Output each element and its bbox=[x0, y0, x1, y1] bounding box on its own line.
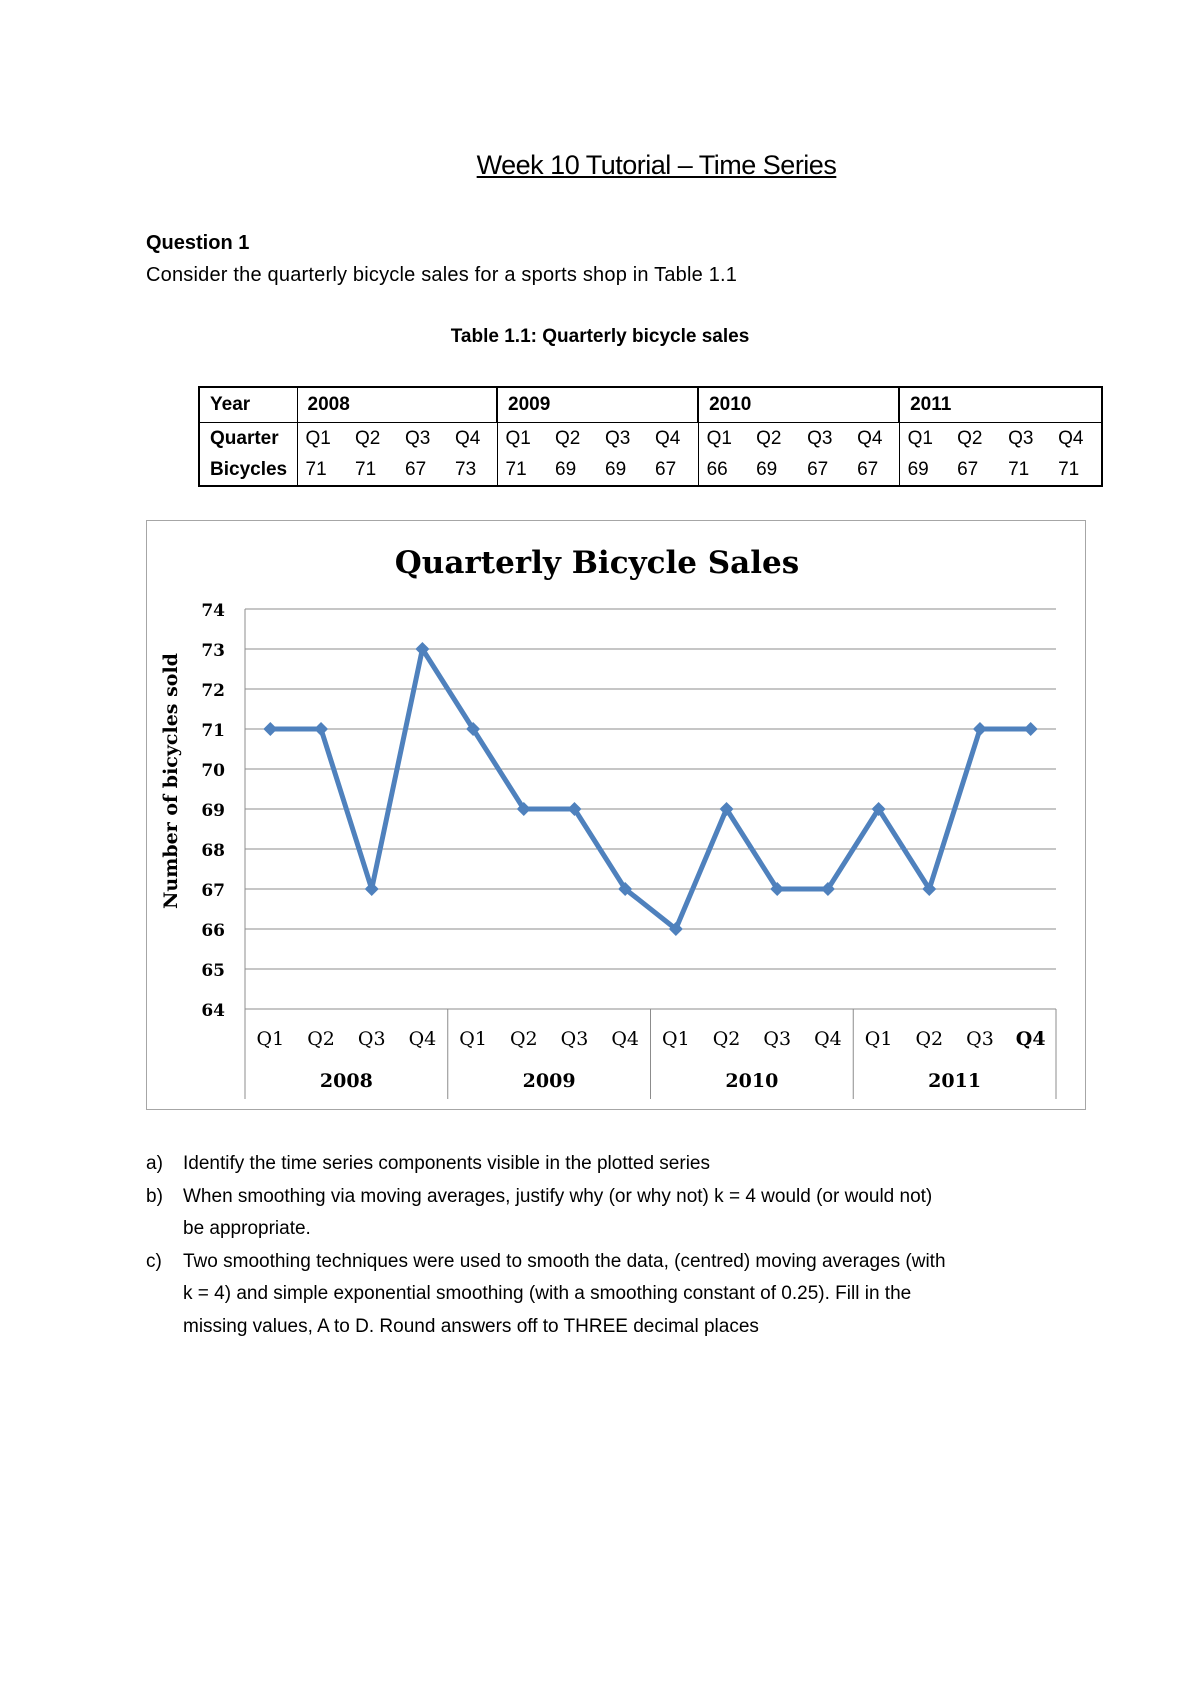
bicycles-cell: 66 bbox=[698, 454, 748, 486]
quarter-row bbox=[199, 423, 1102, 455]
bicycles-cell: 71 bbox=[1050, 454, 1102, 486]
x-tick-label: Q3 bbox=[357, 1028, 386, 1050]
group-label: 2008 bbox=[319, 1070, 373, 1092]
x-tick-label: Q4 bbox=[408, 1028, 437, 1050]
group-label: 2009 bbox=[522, 1070, 576, 1092]
bicycles-cell: 67 bbox=[799, 454, 849, 486]
quarter-cell: Q4 bbox=[857, 427, 883, 449]
bicycle-sales-table bbox=[198, 386, 1103, 487]
task-text: Two smoothing techniques were used to smooth the data, (centred) moving averages (with k = 4) and simple exponential smoothing (with a smoothing constant of 0.25). Fill in the missing values, A to D. Round answers off to THREE decimal places bbox=[183, 1250, 946, 1337]
quarter-cell: Q2 bbox=[756, 427, 782, 449]
group-label: 2011 bbox=[928, 1070, 982, 1092]
bicycles-cell: 69 bbox=[597, 454, 647, 486]
group-label: 2010 bbox=[725, 1070, 779, 1092]
task-list bbox=[146, 1148, 946, 1343]
page-title: Week 10 Tutorial – Time Series bbox=[476, 150, 837, 180]
task-marker: c) bbox=[146, 1250, 162, 1272]
x-tick-label: Q2 bbox=[915, 1028, 944, 1050]
x-tick-label: Q4 bbox=[611, 1028, 639, 1050]
series-line bbox=[270, 649, 1030, 929]
quarter-cell: Q2 bbox=[957, 427, 983, 449]
grid-lines bbox=[245, 609, 1056, 969]
quarter-cell: Q4 bbox=[455, 427, 481, 449]
bicycles-cell: 71 bbox=[497, 454, 547, 486]
data-point bbox=[1024, 722, 1038, 736]
y-tick-label: 70 bbox=[201, 761, 225, 781]
year-cell: 2008 bbox=[297, 387, 497, 423]
question-intro: Consider the quarterly bicycle sales for a sports shop in Table 1.1 bbox=[146, 264, 738, 286]
data-point bbox=[973, 722, 987, 736]
x-tick-label: Q1 bbox=[662, 1028, 690, 1050]
quarter-cell: Q3 bbox=[405, 427, 431, 449]
y-tick-label: 73 bbox=[201, 641, 225, 661]
task-item bbox=[146, 1181, 946, 1246]
line-chart bbox=[147, 521, 1085, 1109]
y-tick-label: 67 bbox=[201, 881, 225, 901]
bicycles-row bbox=[199, 454, 1102, 486]
task-item bbox=[146, 1148, 946, 1181]
y-tick-label: 72 bbox=[201, 681, 225, 701]
y-axis-label: Number of bicycles sold bbox=[160, 653, 182, 909]
question-heading: Question 1 bbox=[146, 232, 250, 254]
bicycles-header: Bicycles bbox=[199, 454, 297, 486]
year-cell: 2010 bbox=[698, 387, 899, 423]
task-text: Identify the time series components visible in the plotted series bbox=[183, 1153, 710, 1174]
bicycles-cell: 71 bbox=[297, 454, 347, 486]
quarter-cell: Q1 bbox=[305, 427, 331, 449]
series-bicycles bbox=[263, 642, 1037, 936]
task-text: When smoothing via moving averages, justify why (or why not) k = 4 would (or would not) be appropriate. bbox=[183, 1185, 933, 1239]
y-tick-label: 71 bbox=[201, 721, 225, 741]
y-tick-label: 69 bbox=[201, 801, 225, 821]
chart-title: Quarterly Bicycle Sales bbox=[394, 545, 800, 581]
y-tick-label: 64 bbox=[201, 1001, 225, 1021]
year-row bbox=[199, 387, 1102, 423]
quarter-cell: Q3 bbox=[1008, 427, 1034, 449]
bicycles-cell: 69 bbox=[748, 454, 799, 486]
quarter-cell: Q1 bbox=[899, 423, 949, 455]
year-cell: 2009 bbox=[497, 387, 698, 423]
bicycles-cell: 67 bbox=[949, 454, 1000, 486]
bicycles-cell: 71 bbox=[347, 454, 397, 486]
x-tick-label: Q4 bbox=[814, 1028, 842, 1050]
quarter-cell: Q1 bbox=[698, 423, 748, 455]
data-point bbox=[365, 882, 379, 896]
bicycles-cell: 67 bbox=[647, 454, 698, 486]
quarter-cell: Q4 bbox=[655, 427, 681, 449]
bicycles-cell: 67 bbox=[397, 454, 447, 486]
x-tick-labels bbox=[257, 1028, 1046, 1092]
data-point bbox=[263, 722, 277, 736]
bicycles-cell: 71 bbox=[1000, 454, 1050, 486]
year-cell: 2011 bbox=[899, 387, 1102, 423]
quarter-cell: Q3 bbox=[807, 427, 833, 449]
x-tick-label: Q2 bbox=[307, 1028, 335, 1050]
x-tick-label: Q2 bbox=[509, 1028, 538, 1050]
y-tick-label: 68 bbox=[201, 841, 225, 861]
x-tick-label: Q3 bbox=[763, 1028, 792, 1050]
x-tick-label: Q4 bbox=[1015, 1028, 1046, 1050]
bicycles-cell: 69 bbox=[547, 454, 597, 486]
x-tick-label: Q1 bbox=[256, 1028, 285, 1050]
quarter-cell: Q4 bbox=[1050, 423, 1102, 455]
x-tick-label: Q3 bbox=[966, 1028, 994, 1050]
task-marker: a) bbox=[146, 1153, 163, 1174]
bicycles-cell: 69 bbox=[899, 454, 949, 486]
x-tick-label: Q2 bbox=[712, 1028, 741, 1050]
x-tick-label: Q3 bbox=[560, 1028, 589, 1050]
y-tick-label: 74 bbox=[201, 601, 225, 621]
y-tick-label: 66 bbox=[201, 921, 225, 941]
y-tick-label: 65 bbox=[201, 961, 225, 981]
table-caption: Table 1.1: Quarterly bicycle sales bbox=[450, 326, 750, 347]
axes bbox=[245, 609, 1056, 1099]
task-marker: b) bbox=[146, 1185, 163, 1207]
year-header: Year bbox=[199, 387, 297, 423]
quarter-header: Quarter bbox=[199, 423, 297, 455]
chart-frame bbox=[146, 520, 1086, 1110]
quarter-cell: Q1 bbox=[497, 423, 547, 455]
bicycles-cell: 73 bbox=[447, 454, 497, 486]
task-item bbox=[146, 1246, 946, 1344]
bicycles-cell: 67 bbox=[849, 454, 899, 486]
quarter-cell: Q2 bbox=[555, 427, 581, 449]
x-tick-label: Q1 bbox=[459, 1028, 487, 1050]
data-point bbox=[314, 722, 328, 736]
quarter-cell: Q3 bbox=[605, 427, 631, 449]
y-tick-labels bbox=[201, 601, 225, 1021]
quarter-cell: Q2 bbox=[355, 427, 381, 449]
x-tick-label: Q1 bbox=[864, 1028, 893, 1050]
